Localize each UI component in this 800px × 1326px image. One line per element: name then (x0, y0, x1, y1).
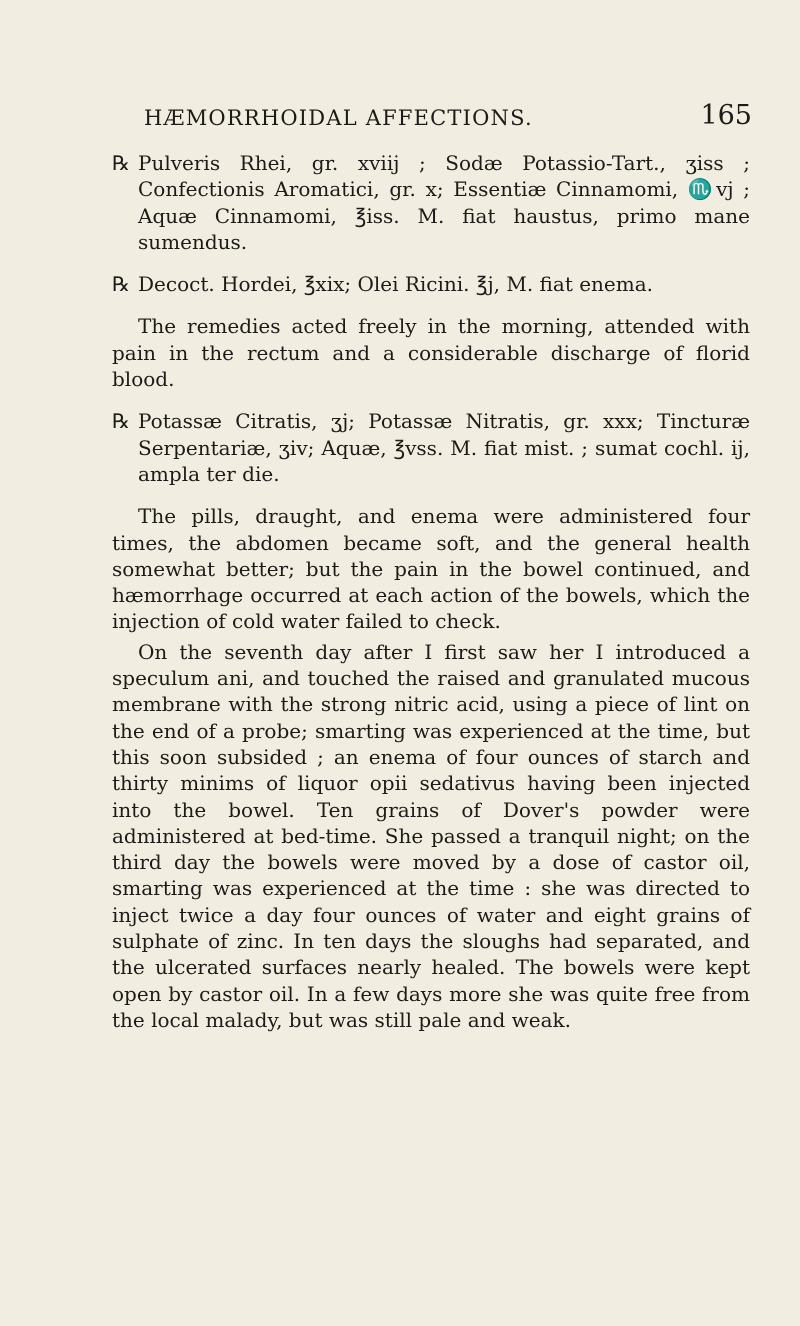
recipe-symbol: ℞ (112, 272, 130, 297)
prescription-text: Decoct. Hordei, ℥xix; Olei Ricini. ℥j, M. fiat enema. (138, 272, 654, 297)
prescription-text: Pulveris Rhei, gr. xviij ; Sodæ Potassio-Tart., ʒiss ; Confectionis Aromatici, gr. x; Essentiæ Cinnamomi, ♏vj ; Aquæ Cinnamomi, ℥iss. M. fiat haustus, primo mane sumendus. (138, 151, 750, 254)
recipe-symbol: ℞ (112, 409, 130, 434)
running-title: HÆMORRHOIDAL AFFECTIONS. (144, 106, 533, 130)
page-body (112, 150, 750, 1033)
prescription-text: Potassæ Citratis, ʒj; Potassæ Nitratis, gr. xxx; Tincturæ Serpentariæ, ʒiv; Aquæ, ℥vss. M. fiat mist. ; sumat cochl. ij, ampla ter die. (138, 409, 750, 486)
prescription-3 (112, 408, 750, 487)
paragraph-3: On the seventh day after I first saw her I introduced a speculum ani, and touched the raised and granulated mucous membrane with the strong nitric acid, using a piece of lint on the end of a probe; smarting was experienced at the time, but this soon subsided ; an enema of four ounces of starch and thirty minims of liquor opii sedativus having been injected into the bowel. Ten grains of Dover's powder were administered at bed-time. She passed a tranquil night; on the third day the bowels were moved by a dose of castor oil, smarting was experienced at the time : she was directed to inject twice a day four ounces of water and eight grains of sulphate of zinc. In ten days the sloughs had separated, and the ulcerated surfaces nearly healed. The bowels were kept open by castor oil. In a few days more she was quite free from the local malady, but was still pale and weak. (112, 639, 750, 1032)
paragraph-1: The remedies acted freely in the morning, attended with pain in the rectum and a considerable discharge of florid blood. (112, 314, 750, 392)
recipe-symbol: ℞ (112, 151, 130, 175)
prescription-2 (112, 271, 750, 297)
paragraph-2: The pills, draught, and enema were administered four times, the abdomen became soft, and the general health somewhat better; but the pain in the bowel continued, and hæmorrhage occurred at each action of the bowels, which the injection of cold water failed to check. (112, 504, 750, 634)
page-header (108, 100, 752, 134)
prescription-1 (112, 150, 750, 255)
page-number: 165 (700, 100, 752, 131)
